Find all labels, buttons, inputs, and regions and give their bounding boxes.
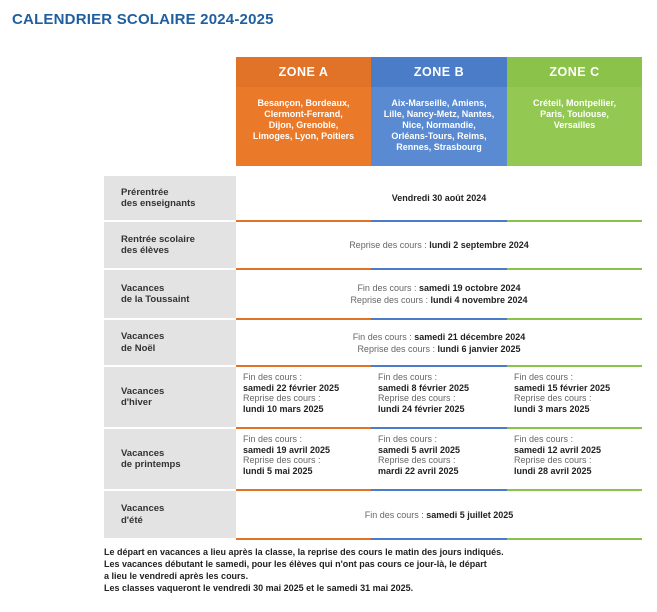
city-line: Paris, Toulouse, xyxy=(540,109,609,119)
row-label-prerentree xyxy=(104,176,236,220)
row-label-toussaint xyxy=(104,270,236,318)
reprise-label: Reprise des cours : xyxy=(514,455,592,465)
date-value: lundi 28 avril 2025 xyxy=(514,465,592,476)
fin-label: Fin des cours : xyxy=(364,509,424,520)
page-title: CALENDRIER SCOLAIRE 2024-2025 xyxy=(12,11,274,28)
fin-label: Fin des cours : xyxy=(378,372,438,382)
rentree-value xyxy=(236,222,642,268)
footnote xyxy=(104,546,644,594)
reprise-label: Reprise des cours : xyxy=(243,393,321,403)
row-label-line: Vacances xyxy=(121,503,165,514)
date-value: samedi 8 février 2025 xyxy=(378,382,470,393)
row-label-line: Vacances xyxy=(121,331,165,342)
reprise-label: Reprise des cours : xyxy=(243,455,321,465)
date-value: samedi 19 avril 2025 xyxy=(243,444,331,455)
date-value: samedi 5 juillet 2025 xyxy=(426,509,514,520)
date-value: samedi 21 décembre 2024 xyxy=(414,331,526,342)
noel-value xyxy=(236,320,642,365)
row-label-line: de Noël xyxy=(121,342,156,354)
hiver-zone-a xyxy=(236,372,371,414)
row-label-printemps xyxy=(104,429,236,489)
printemps-zone-a xyxy=(236,434,371,476)
toussaint-value xyxy=(236,270,642,318)
fin-label: Fin des cours : xyxy=(514,434,574,444)
row-label-line: des enseignants xyxy=(121,198,196,209)
zone-c-cities xyxy=(507,87,642,166)
date-value: samedi 5 avril 2025 xyxy=(378,444,461,455)
date-value: lundi 10 mars 2025 xyxy=(243,403,324,414)
date-value: lundi 3 mars 2025 xyxy=(514,403,590,414)
city-line: Aix-Marseille, Amiens, xyxy=(391,98,487,108)
row-label-rentree xyxy=(104,222,236,268)
date-value: lundi 5 mai 2025 xyxy=(243,465,313,476)
zone-c-header: ZONE C xyxy=(507,57,642,87)
city-line: Versailles xyxy=(553,120,596,130)
reprise-label: Reprise des cours : xyxy=(378,455,456,465)
ete-value xyxy=(236,491,642,538)
date-value: mardi 22 avril 2025 xyxy=(378,465,459,476)
row-label-line: Prérentrée xyxy=(121,186,169,198)
hiver-zone-c xyxy=(507,372,642,414)
reprise-label: Reprise des cours : xyxy=(378,393,456,403)
reprise-label: Reprise des cours : xyxy=(357,343,435,354)
reprise-label: Reprise des cours : xyxy=(350,295,428,305)
row-label-line: Rentrée scolaire xyxy=(121,233,195,245)
city-line: Lille, Nancy-Metz, Nantes, xyxy=(383,109,495,119)
zone-b-header: ZONE B xyxy=(371,57,507,87)
fin-label: Fin des cours : xyxy=(357,283,417,293)
row-label-noel xyxy=(104,320,236,365)
row-label-line: Vacances xyxy=(121,385,165,397)
footnote-line: Les classes vaqueront le vendredi 30 mai 2025 et le samedi 31 mai 2025. xyxy=(104,583,414,593)
hiver-zone-b xyxy=(371,372,507,414)
row-label-line: Vacances xyxy=(121,447,165,459)
city-line: Dijon, Grenoble, xyxy=(268,120,339,130)
zone-b-cities xyxy=(371,87,507,166)
row-label-line: Vacances xyxy=(121,282,165,294)
fin-label: Fin des cours : xyxy=(378,434,438,444)
city-line: Rennes, Strasbourg xyxy=(396,142,482,152)
city-line: Créteil, Montpellier, xyxy=(532,98,617,108)
fin-label: Fin des cours : xyxy=(352,331,412,342)
row-label-line: des élèves xyxy=(121,245,170,256)
city-line: Clermont-Ferrand, xyxy=(264,109,343,119)
reprise-label: Reprise des cours : xyxy=(514,393,592,403)
date-value: Vendredi 30 août 2024 xyxy=(391,193,487,203)
fin-label: Fin des cours : xyxy=(243,372,303,382)
city-line: Nice, Normandie, xyxy=(402,120,476,130)
zone-a-cities xyxy=(236,87,371,166)
row-label-line: de printemps xyxy=(121,459,181,470)
date-value: lundi 4 novembre 2024 xyxy=(430,295,528,305)
city-line: Limoges, Lyon, Poitiers xyxy=(252,131,355,141)
date-value: samedi 12 avril 2025 xyxy=(514,444,602,455)
date-value: samedi 15 février 2025 xyxy=(514,382,611,393)
date-value: samedi 22 février 2025 xyxy=(243,382,340,393)
footnote-line: Les vacances débutant le samedi, pour les élèves qui n'ont pas cours ce jour-là, le départ xyxy=(104,559,487,569)
prerentree-value xyxy=(236,176,642,220)
fin-label: Fin des cours : xyxy=(514,372,574,382)
reprise-label: Reprise des cours : xyxy=(349,240,427,250)
date-value: lundi 2 septembre 2024 xyxy=(429,240,529,250)
city-line: Besançon, Bordeaux, xyxy=(257,98,350,108)
printemps-zone-b xyxy=(371,434,507,476)
date-value: samedi 19 octobre 2024 xyxy=(418,283,521,293)
row-label-line: d'hiver xyxy=(121,397,152,408)
date-value: lundi 24 février 2025 xyxy=(378,403,465,414)
row-label-line: d'été xyxy=(121,514,143,526)
city-line: Orléans-Tours, Reims, xyxy=(391,131,487,141)
footnote-line: a lieu le vendredi après les cours. xyxy=(104,571,249,581)
zone-a-header: ZONE A xyxy=(236,57,371,87)
footnote-line: Le départ en vacances a lieu après la classe, la reprise des cours le matin des jours indiqués. xyxy=(104,547,504,557)
date-value: lundi 6 janvier 2025 xyxy=(437,343,521,354)
row-label-ete xyxy=(104,491,236,538)
printemps-zone-c xyxy=(507,434,642,476)
fin-label: Fin des cours : xyxy=(243,434,303,444)
row-label-line: de la Toussaint xyxy=(121,294,190,305)
row-label-hiver xyxy=(104,367,236,427)
